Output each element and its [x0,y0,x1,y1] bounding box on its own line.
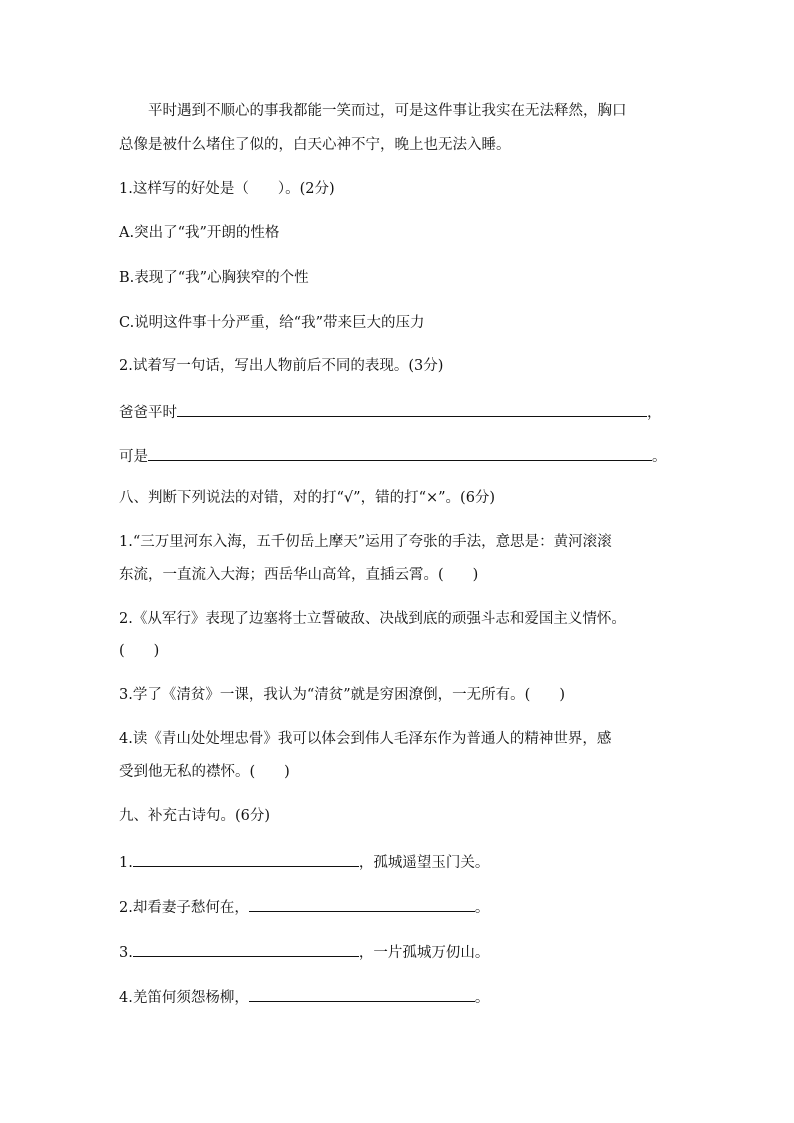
question-1-stem: 1.这样写的好处是（ ）。(2分) [119,181,335,197]
section-9-item-1 [119,850,489,873]
answer-suffix: ， [647,405,662,421]
answer-blank[interactable] [148,444,652,461]
answer-blank[interactable] [177,400,647,417]
question-1-option-b: B.表现了“我”心胸狭窄的个性 [119,270,309,286]
section-9-item-3 [119,940,489,963]
section-8-item-1-line-2: 东流，一直流入大海；西岳华山高耸，直插云霄。( ) [119,567,479,583]
poem-suffix: 。 [474,990,490,1006]
question-1-option-a: A.突出了“我”开朗的性格 [119,225,280,241]
poem-blank[interactable] [133,850,359,867]
section-9-item-4 [119,985,489,1008]
poem-suffix: ，孤城遥望玉门关。 [358,855,490,871]
answer-suffix: 。 [652,449,667,465]
question-2-answer-line-2 [119,444,667,467]
answer-prefix: 爸爸平时 [119,405,177,421]
poem-blank[interactable] [249,895,475,912]
section-8-item-3: 3.学了《清贫》一课，我认为“清贫”就是穷困潦倒，一无所有。( ) [119,687,565,703]
poem-suffix: ，一片孤城万仞山。 [358,945,490,961]
poem-prefix: 4.羌笛何须怨杨柳， [119,990,249,1006]
answer-prefix: 可是 [119,449,148,465]
question-1-option-c: C.说明这件事十分严重，给“我”带来巨大的压力 [119,315,425,331]
section-8-item-1-line-1: 1.“三万里河东入海，五千仞岳上摩天”运用了夸张的手法，意思是：黄河滚滚 [119,534,612,550]
section-8-item-4-line-2: 受到他无私的襟怀。( ) [119,764,290,780]
passage-line-2: 总像是被什么堵住了似的，白天心神不宁，晚上也无法入睡。 [119,137,511,153]
poem-prefix: 2.却看妻子愁何在， [119,900,249,916]
question-2-stem: 2.试着写一句话，写出人物前后不同的表现。(3分) [119,358,444,374]
section-8-item-4-line-1: 4.读《青山处处埋忠骨》我可以体会到伟人毛泽东作为普通人的精神世界，感 [119,731,612,747]
section-8-item-2-line-1: 2.《从军行》表现了边塞将士立誓破敌、决战到底的顽强斗志和爱国主义情怀。 [119,611,626,627]
poem-prefix: 1. [119,855,133,871]
section-9-item-2 [119,895,489,918]
section-9-title: 九、补充古诗句。(6分) [119,808,271,824]
question-2-answer-line-1 [119,400,662,423]
section-8-title: 八、判断下列说法的对错，对的打“√”，错的打“×”。(6分) [119,490,496,506]
poem-suffix: 。 [474,900,490,916]
poem-prefix: 3. [119,945,133,961]
poem-blank[interactable] [249,985,475,1002]
poem-blank[interactable] [133,940,359,957]
passage-line-1: 平时遇到不顺心的事我都能一笑而过，可是这件事让我实在无法释然，胸口 [148,103,627,119]
section-8-item-2-line-2: ( ) [119,643,160,659]
